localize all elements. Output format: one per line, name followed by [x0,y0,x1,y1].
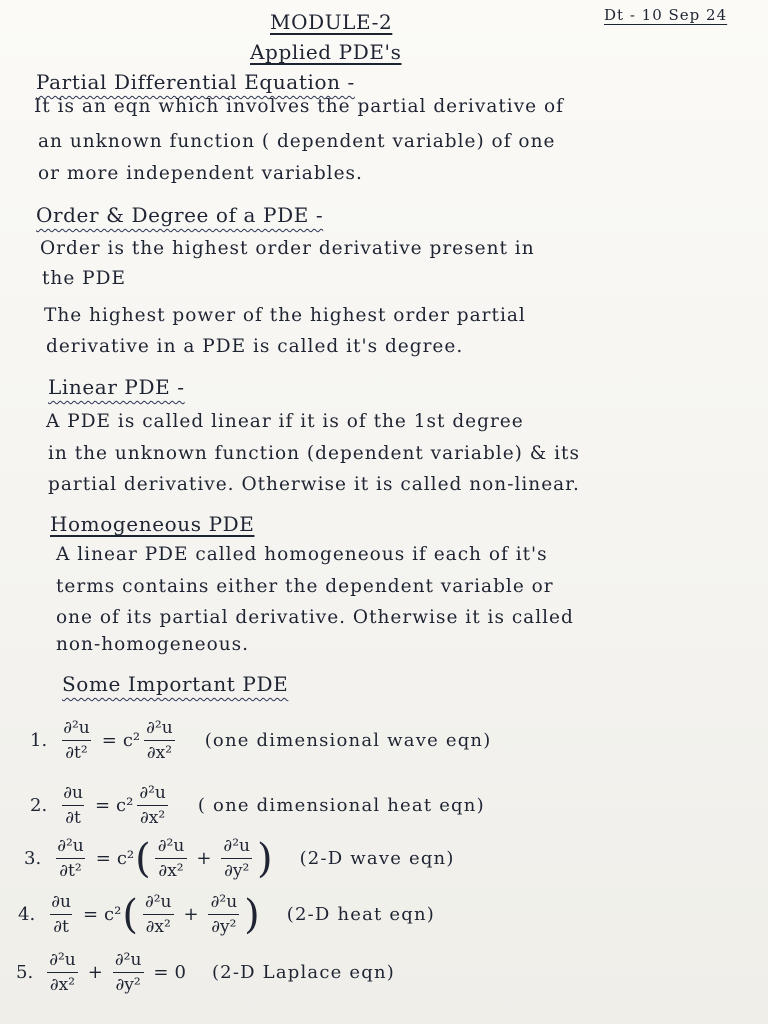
pde-line-1: It is an eqn which involves the partial derivative of [34,96,564,117]
order-line-3: The highest power of the highest order partial [44,305,526,326]
order-line-1: Order is the highest order derivative present in [40,238,535,259]
homogeneous-line-4: non-homogeneous. [56,634,250,655]
equation-3: 3. $\frac{\text{∂²u}}{\text{∂t²}}$ = c² ( $\frac{\text{∂²u}}{\text{∂x²}}$ + $\frac{\text{∂²u}}{\text{∂y²}}$ ) (2-D wave eqn) [24,835,455,882]
equation-label: (2-D wave eqn) [299,848,455,869]
equation-label: (one dimensional wave eqn) [204,730,492,751]
equation-number: 2. [30,795,48,816]
section-title-order: Order & Degree of a PDE - [36,203,324,227]
order-line-4: derivative in a PDE is called it's degree. [46,336,464,357]
subject-title: Applied PDE's [250,40,402,64]
equation-number: 5. [16,962,34,983]
fraction: $\frac{\partial u}{\partial t}$ [63,783,83,828]
fraction: $\frac{\text{∂²u}}{\text{∂x²}}$ [143,718,176,763]
equation-label: (2-D Laplace eqn) [211,962,396,983]
equation-label: (2-D heat eqn) [286,904,435,925]
equation-number: 4. [18,904,36,925]
fraction: $\frac{\text{∂²u}}{\text{∂t²}}$ [57,836,84,881]
equation-4: 4. $\frac{\partial u}{\partial t}$ = c² ( $\frac{\text{∂²u}}{\text{∂x²}}$ + $\frac{\text{∂²u}}{\text{∂y²}}$ ) (2-D heat eqn) [18,891,435,938]
fraction: $\frac{\partial u}{\partial t}$ [51,892,71,937]
order-line-2: the PDE [42,268,126,289]
fraction: $\frac{\text{∂²u}}{\text{∂y²}}$ [220,836,253,881]
equation-1: 1. $\frac{\text{∂²u}}{\text{∂t²}}$ = c² $\frac{\text{∂²u}}{\text{∂x²}}$ (one dimensional wave eqn) [30,718,492,763]
section-title-important: Some Important PDE [62,672,289,696]
homogeneous-line-2: terms contains either the dependent variable or [56,576,554,597]
linear-line-2: in the unknown function (dependent variable) & its [48,443,580,464]
module-title: MODULE-2 [270,10,393,34]
section-title-homogeneous: Homogeneous PDE [50,512,255,536]
fraction: $\frac{\text{∂²u}}{\text{∂x²}}$ [142,892,175,937]
pde-line-3: or more independent variables. [38,163,363,184]
equation-number: 3. [24,848,42,869]
linear-line-3: partial derivative. Otherwise it is called non-linear. [48,474,580,495]
homogeneous-line-3: one of its partial derivative. Otherwise it is called [56,607,574,628]
equation-2: 2. $\frac{\partial u}{\partial t}$ = c² $\frac{\text{∂²u}}{\text{∂x²}}$ ( one dimensional heat eqn) [30,783,485,828]
fraction: $\frac{\text{∂²u}}{\text{∂y²}}$ [112,950,145,995]
fraction: $\frac{\text{∂²u}}{\text{∂x²}}$ [46,950,79,995]
date-label: Dt - 10 Sep 24 [604,6,728,24]
equation-5: 5. $\frac{\text{∂²u}}{\text{∂x²}}$ + $\frac{\text{∂²u}}{\text{∂y²}}$ = 0 (2-D Laplace eqn) [16,950,396,995]
fraction: $\frac{\text{∂²u}}{\text{∂t²}}$ [63,718,90,763]
fraction: $\frac{\text{∂²u}}{\text{∂x²}}$ [155,836,188,881]
linear-line-1: A PDE is called linear if it is of the 1st degree [46,411,524,432]
equation-label: ( one dimensional heat eqn) [197,795,485,816]
pde-line-2: an unknown function ( dependent variable) of one [38,131,556,152]
section-title-pde: Partial Differential Equation - [36,70,355,94]
homogeneous-line-1: A linear PDE called homogeneous if each of it's [56,544,548,565]
equation-number: 1. [30,730,48,751]
fraction: $\frac{\text{∂²u}}{\text{∂x²}}$ [136,783,169,828]
fraction: $\frac{\text{∂²u}}{\text{∂y²}}$ [208,892,241,937]
section-title-linear: Linear PDE - [48,375,185,399]
